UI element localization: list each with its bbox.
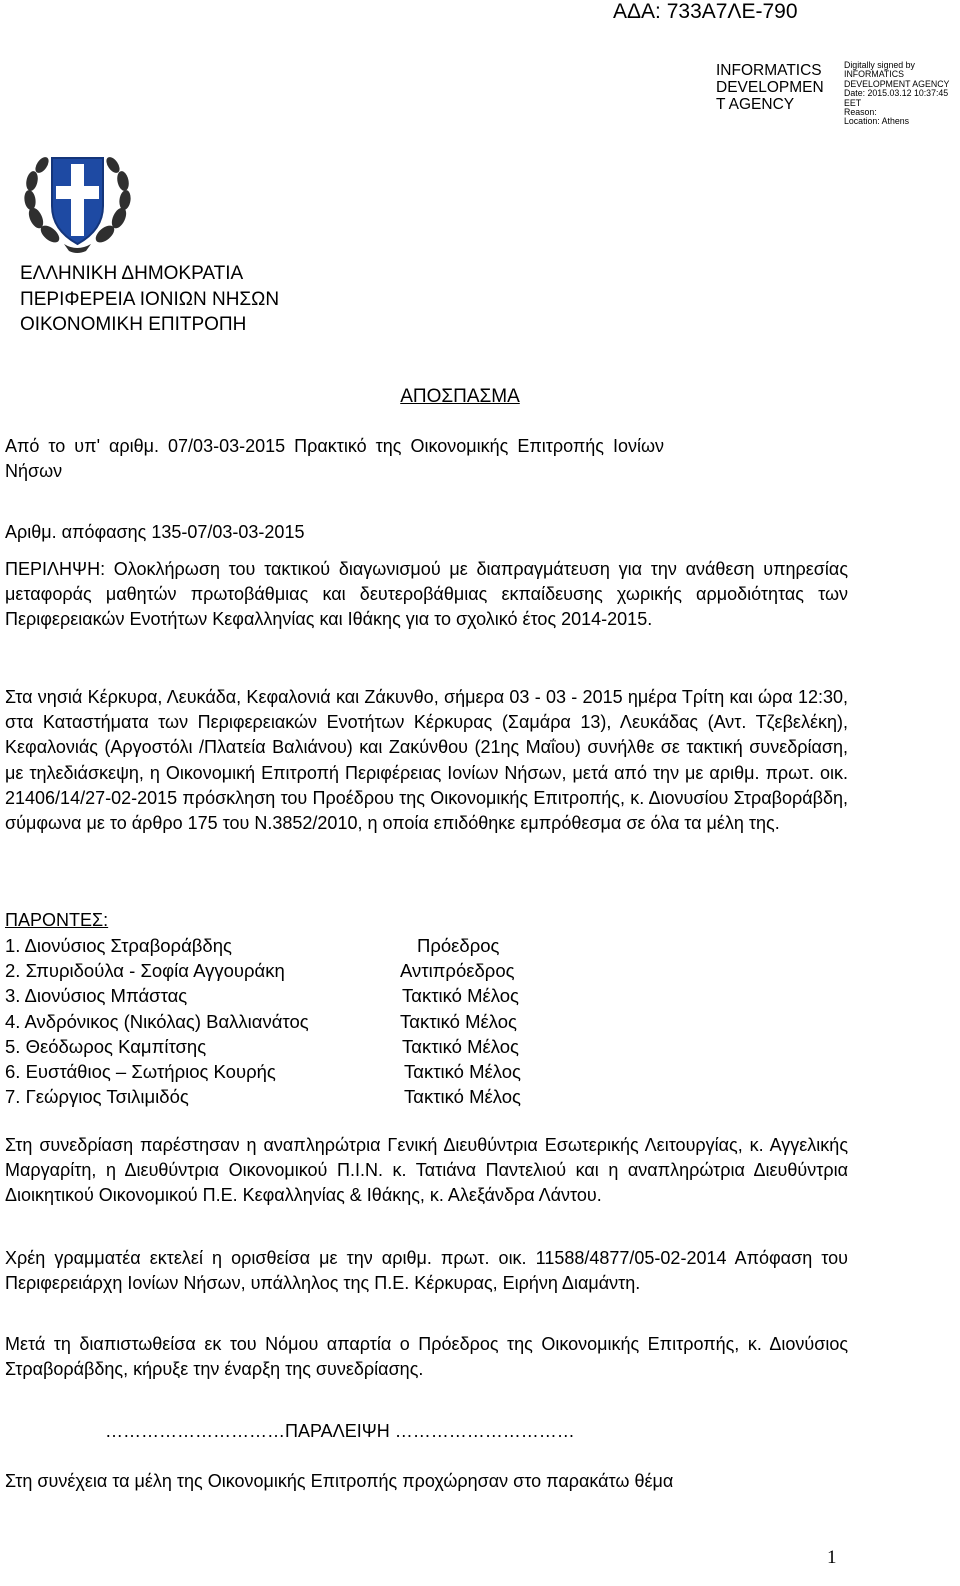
praktiko-reference xyxy=(5,434,848,484)
signature-detail-line: Date: 2015.03.12 10:37:45 xyxy=(844,88,949,99)
member-row xyxy=(5,1059,605,1084)
member-name: 1. Διονύσιος Στραβοράβδης xyxy=(5,935,232,956)
summary-paragraph: ΠΕΡΙΛΗΨΗ: Ολοκλήρωση του τακτικού διαγωνισμού με διαπραγμάτευση για την ανάθεση υπηρεσίας μεταφοράς μαθητών πρωτοβάθμιας και δευτεροβάθμιας εκπαίδευσης χωρικής αρμοδιότητας των Περιφερειακών Ενοτήτων Κεφαλληνίας και Ιθάκης για το σχολικό έτος 2014-2015. xyxy=(5,559,848,630)
ada-code: ΑΔΑ: 733Α7ΛΕ-790 xyxy=(613,0,798,23)
member-role: Πρόεδρος xyxy=(417,935,500,956)
greek-coat-of-arms-icon xyxy=(20,148,135,256)
member-name: 4. Ανδρόνικος (Νικόλας) Βαλλιανάτος xyxy=(5,1010,309,1032)
org-country: ΕΛΛΗΝΙΚΗ ΔΗΜΟΚΡΑΤΙΑ xyxy=(20,263,244,284)
member-row xyxy=(5,958,605,983)
present-members-list xyxy=(5,933,605,1109)
member-name: 6. Ευστάθιος – Σωτήριος Κουρής xyxy=(5,1060,276,1082)
document-title: ΑΠΟΣΠΑΣΜΑ xyxy=(400,386,520,407)
signature-detail-line: Reason: xyxy=(844,107,877,118)
decision-number: Αριθμ. απόφασης 135-07/03-03-2015 xyxy=(5,522,305,542)
member-name: 5. Θεόδωρος Καμπίτσης xyxy=(5,1035,207,1057)
present-members-title: ΠΑΡΟΝΤΕΣ: xyxy=(5,910,109,930)
member-row xyxy=(5,933,605,958)
member-role: Τακτικό Μέλος xyxy=(404,1060,521,1082)
digital-signature-details xyxy=(844,61,949,127)
org-region: ΠΕΡΙΦΕΡΕΙΑ ΙΟΝΙΩΝ ΝΗΣΩΝ xyxy=(20,288,280,310)
signature-name-line: T AGENCY xyxy=(716,96,795,113)
session-paragraph: Στα νησιά Κέρκυρα, Λευκάδα, Κεφαλονιά και Ζάκυνθο, σήμερα 03 - 03 - 2015 ημέρα Τρίτη και ώρα 12:30, στα Καταστήματα των Περιφερειακών Ενοτήτων Κέρκυρας (Σαμάρα 13), Λευκάδας (Αντ. Τζεβελέκη), Κεφαλονιάς (Αργοστόλι /Πλατεία Βαλιάνου) και Ζακύνθου (21ης Μαΐου) συνήλθε σε τακτική συνεδρίαση, με τηλεδιάσκεψη, η Οικονομική Επιτροπή Περιφέρειας Ιονίων Νήσων, μετά από την με αριθμ. πρωτ. οικ. 21406/14/27-02-2015 πρόσκληση του Προέδρου της Οικονομικής Επιτροπής, κ. Διονυσίου Στραβοράβδη, σύμφωνα με το άρθρο 175 του Ν.3852/2010, η οποία επιδόθηκε εμπρόθεσμα σε όλα τα μέλη της. xyxy=(5,687,848,834)
organization-header xyxy=(20,261,279,338)
member-role: Αντιπρόεδρος xyxy=(400,960,515,982)
member-name: 7. Γεώργιος Τσιλιμιδός xyxy=(5,1086,189,1108)
signature-detail-line: Digitally signed by xyxy=(844,60,915,70)
signature-detail-line: EET xyxy=(844,97,862,108)
quorum-paragraph: Μετά τη διαπιστωθείσα εκ του Νόμου απαρτία ο Πρόεδρος της Οικονομικής Επιτροπής, κ. Διονύσιος Στραβοράβδης, κήρυξε την έναρξη της συνεδρίασης. xyxy=(5,1334,848,1380)
signature-detail-line: DEVELOPMENT AGENCY xyxy=(844,78,950,89)
continuation-paragraph: Στη συνέχεια τα μέλη της Οικονομικής Επιτροπής προχώρησαν στο παρακάτω θέμα xyxy=(5,1471,674,1491)
member-role: Τακτικό Μέλος xyxy=(402,1035,519,1057)
signature-name-line: INFORMATICS xyxy=(716,62,822,79)
member-row xyxy=(5,1034,605,1059)
member-name: 2. Σπυριδούλα - Σοφία Αγγουράκη xyxy=(5,960,285,982)
praktiko-line: Νήσων xyxy=(5,461,63,482)
attendees-paragraph: Στη συνεδρίαση παρέστησαν η αναπληρώτρια Γενική Διευθύντρια Εσωτερικής Λειτουργίας, κ. Αγγελικής Μαργαρίτη, η Διευθύντρια Οικονομικού Π.Ι.Ν. κ. Τατιάνα Παντελιού και η αναπληρώτρια Διευθύντρια Διοικητικού Οικονομικού Π.Ε. Κεφαλληνίας & Ιθάκης, κ. Αλεξάνδρα Λάντου. xyxy=(5,1135,848,1206)
member-role: Τακτικό Μέλος xyxy=(402,985,519,1007)
signature-detail-line: Location: Athens xyxy=(844,116,910,127)
page-number: 1 xyxy=(827,1547,837,1568)
member-role: Τακτικό Μέλος xyxy=(400,1010,517,1032)
document-title-wrap xyxy=(0,385,920,409)
secretary-paragraph: Χρέη γραμματέα εκτελεί η ορισθείσα με την αριθμ. πρωτ. οικ. 11588/4877/05-02-2014 Απόφαση του Περιφερειάρχη Ιονίων Νήσων, υπάλληλος της Π.Ε. Κέρκυρας, Ειρήνη Διαμάντη. xyxy=(5,1248,848,1294)
member-row xyxy=(5,1009,605,1034)
praktiko-line: Από το υπ' αριθμ. 07/03-03-2015 Πρακτικό της Οικονομικής Επιτροπής Ιονίων xyxy=(5,436,665,456)
digital-signature-name xyxy=(716,62,824,113)
member-row xyxy=(5,1084,605,1109)
org-committee: ΟΙΚΟΝΟΜΙΚΗ ΕΠΙΤΡΟΠΗ xyxy=(20,314,247,335)
signature-name-line: DEVELOPMEN xyxy=(716,79,824,96)
signature-detail-line: INFORMATICS xyxy=(844,69,904,80)
member-role: Τακτικό Μέλος xyxy=(404,1086,521,1108)
omission-marker: …………………………ΠΑΡΑΛΕΙΨΗ ………………………… xyxy=(105,1421,575,1441)
member-name: 3. Διονύσιος Μπάστας xyxy=(5,985,188,1007)
member-row xyxy=(5,983,605,1008)
